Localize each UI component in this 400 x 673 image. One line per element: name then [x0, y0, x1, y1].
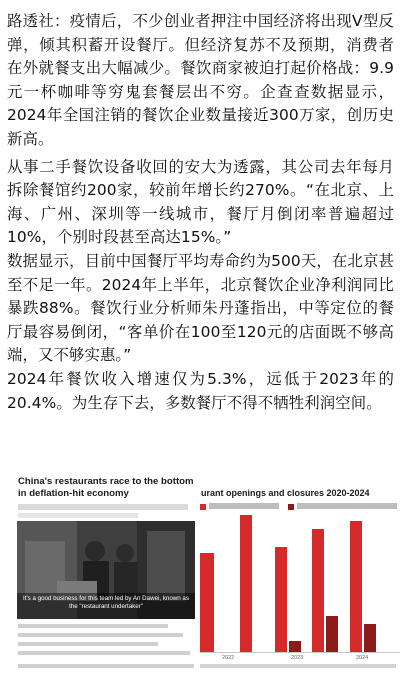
- x-tick-label: 2023: [291, 655, 304, 661]
- chart-bar: [289, 641, 301, 652]
- chart-bar: [200, 553, 214, 652]
- news-photo: [17, 521, 195, 619]
- x-tick-label: 2024: [356, 655, 369, 661]
- list-item: [18, 651, 190, 655]
- legend-swatch: [200, 504, 206, 510]
- chart-source-placeholder: [200, 664, 396, 668]
- chart-bar: [350, 521, 362, 652]
- photo-caption: It's a good business for this team led by An Dawei, known as the "restaurant undertaker": [23, 595, 189, 610]
- article-paragraph: 数据显示，目前中国餐厅平均寿命约为500天，在北京甚至不足一年。2024年上半年，北京餐饮企业净利润同比暴跌88%。餐饮行业分析师朱丹蓬指出，中等定位的餐厅最容易倒闭，“客单价在100至120元的店面既不够高端，又不够实惠。”: [7, 251, 394, 365]
- article-paragraph: 从事二手餐饮设备收回的安大为透露，其公司去年每月拆除餐馆约200家，较前年增长约270%。“在北京、上海、广州、深圳等一线城市，餐厅月倒闭率普遍超过10%，个别时段甚至高达15%。”: [7, 157, 394, 247]
- chart-bar: [326, 616, 338, 652]
- list-item: [18, 633, 183, 637]
- legend-swatch: [288, 504, 294, 510]
- byline-placeholder: [18, 513, 138, 518]
- news-headline: China's restaurants race to the bottom in deflation-hit economy: [18, 476, 194, 499]
- chart-panel: [196, 476, 400, 673]
- list-item: [18, 624, 168, 628]
- footnote-placeholder: [18, 664, 194, 668]
- article-paragraph: 2024年餐饮收入增速仅为5.3%，远低于2023年的20.4%。为生存下去，多数餐厅不得不牺牲利润空间。: [7, 369, 394, 412]
- chart-bar: [240, 515, 252, 652]
- list-item: [18, 642, 158, 646]
- x-tick-label: 2022: [222, 655, 235, 661]
- embedded-news-screenshot[interactable]: [0, 462, 400, 673]
- related-links: [18, 624, 194, 660]
- chart-bar: [275, 547, 287, 652]
- news-article-panel: [14, 476, 195, 673]
- chart-bar: [364, 624, 376, 652]
- chart-legend: [200, 503, 400, 513]
- chart-bar: [312, 529, 324, 652]
- byline-placeholder: [18, 504, 188, 510]
- legend-label: [297, 503, 397, 509]
- bar-chart: [200, 514, 400, 653]
- legend-label: [209, 503, 279, 509]
- article-paragraph: 路透社：疫情后，不少创业者押注中国经济将出现V型反弹，倾其积蓄开设餐厅。但经济复苏不及预期，消费者在外就餐支出大幅减少。餐饮商家被迫打起价格战：9.9元一杯咖啡等穷鬼套餐层出不穷。企查查数据显示，2024年全国注销的餐饮企业数量接近300万家，创历史新高。: [7, 12, 394, 148]
- chart-title: urant openings and closures 2020-2024: [201, 488, 370, 498]
